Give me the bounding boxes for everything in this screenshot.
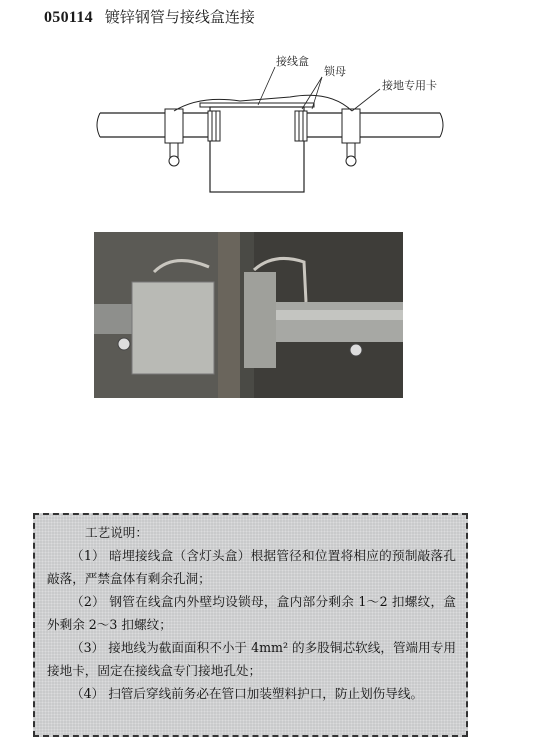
photo-box-left [132,282,214,374]
installation-diagram [90,45,450,210]
photo-pipe-left [94,304,134,334]
notes-heading: 工艺说明： [85,525,148,540]
note-item-4: （4） 扫管后穿线前务必在管口加装塑料护口，防止划伤导线。 [71,686,424,701]
page-title [44,6,255,30]
note-item-1: （1） 暗埋接线盒（含灯头盒）根据管径和位置将相应的预制敲落孔敲落，严禁盒体有剩余孔洞； [47,548,456,586]
lock-nut-right [295,111,307,141]
junction-box [210,107,304,192]
label-ground-clip: 接地专用卡 [382,79,437,92]
ground-clip-left [165,109,183,166]
label-lock-nut: 锁母 [324,65,346,78]
section-title: 镀锌钢管与接线盒连接 [104,8,255,26]
note-item-3: （3） 接地线为截面面积不小于 4mm² 的多股铜芯软线，管端用专用接地卡，固定在接线盒专门接地孔处； [47,640,456,678]
photo-pipe-right [276,302,403,342]
ground-clip-right [342,109,360,166]
process-notes-box [33,513,468,737]
site-photo [94,232,403,398]
photo-rebar [218,232,240,398]
lock-nut-left [208,111,220,141]
label-junction-box: 接线盒 [276,55,309,68]
section-code: 050114 [44,9,93,26]
note-item-2: （2） 钢管在线盒内外壁均设锁母，盒内部分剩余 1～2 扣螺纹，盒外剩余 2～3 扣螺纹； [47,594,456,632]
